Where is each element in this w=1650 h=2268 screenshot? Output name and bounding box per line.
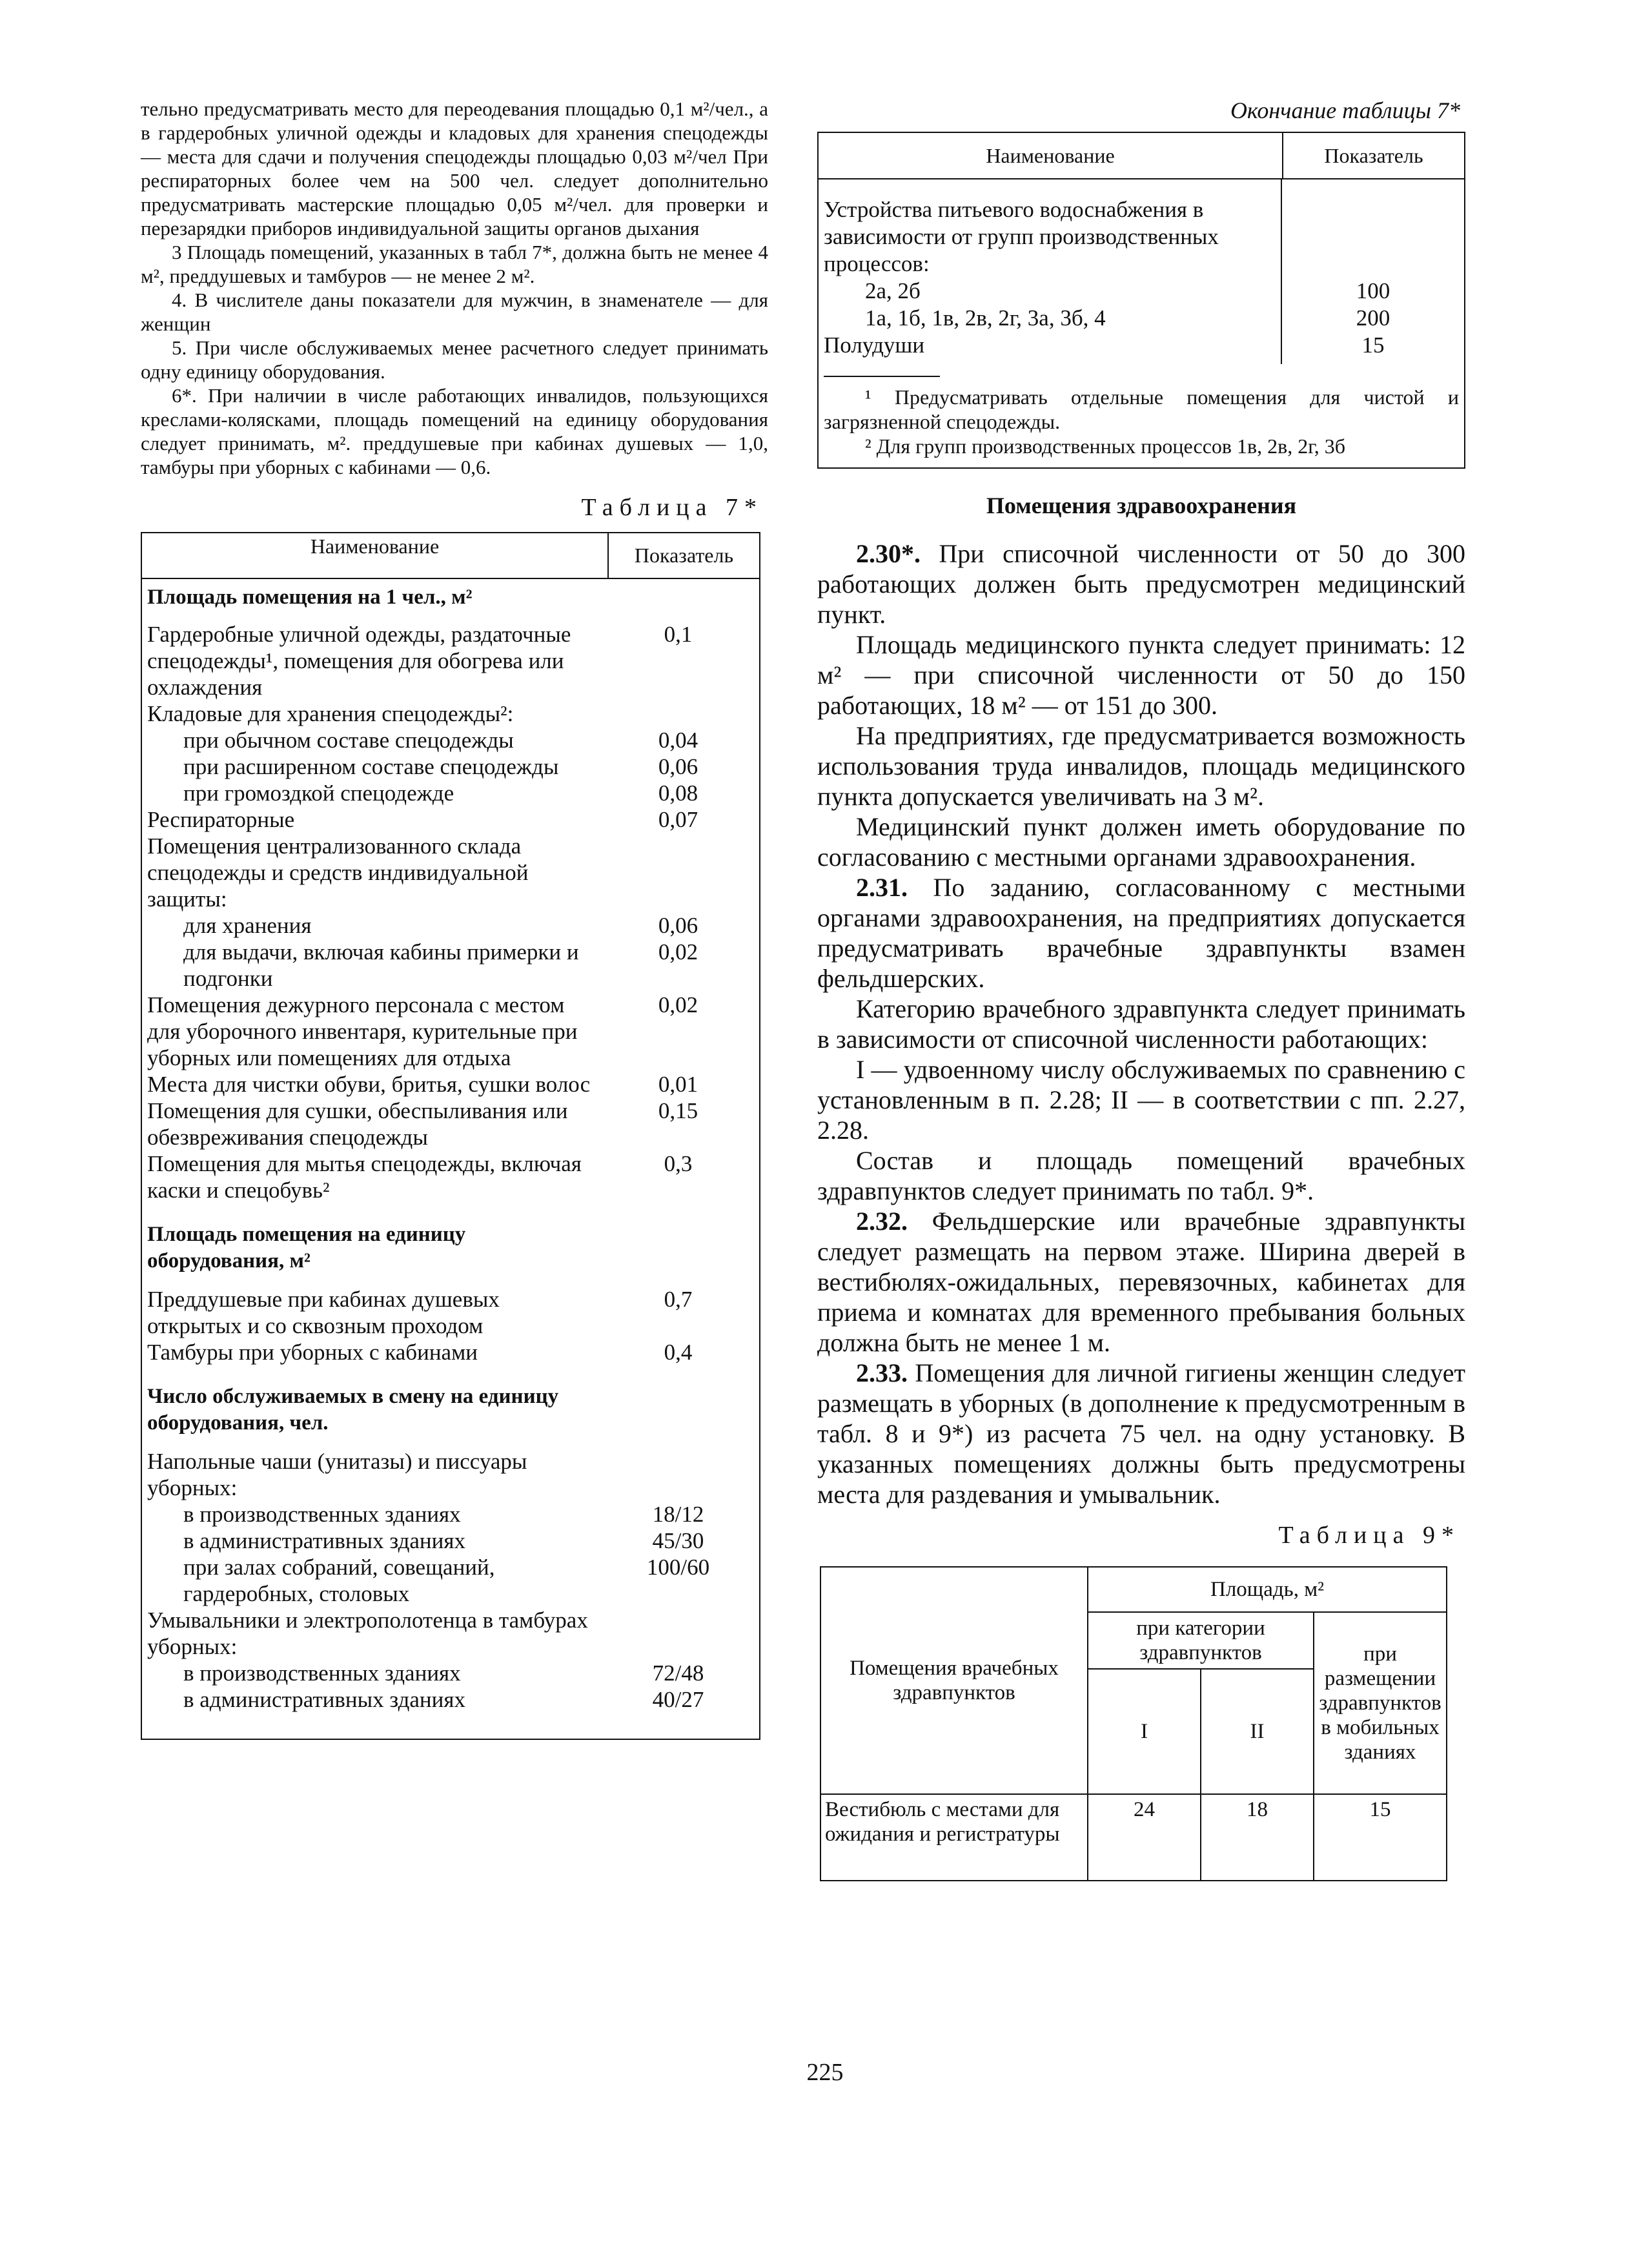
paragraph: Медицинский пункт должен иметь оборудование по согласованию с местными органами здравоохранения.: [817, 812, 1465, 872]
table-row-name: при залах собраний, совещаний, гардеробных, столовых: [183, 1555, 495, 1606]
table-row-value: 15: [1361, 332, 1385, 358]
header-area: Площадь, м²: [1088, 1567, 1447, 1612]
table-row-name: Помещения дежурного персонала с местом для уборочного инвентаря, курительные при уборных или помещениях для отдыха: [147, 992, 578, 1070]
clause-number: 2.33.: [856, 1358, 908, 1387]
table-row-name: для хранения: [183, 913, 312, 938]
table-row-value: 0,02: [658, 939, 698, 965]
table-body: [819, 179, 1464, 364]
table-row-value: 0,06: [658, 913, 698, 938]
table-row-name: Преддушевые при кабинах душевых открытых и со сквозным проходом: [147, 1287, 500, 1338]
table-row-name: при громоздкой спецодежде: [183, 781, 454, 806]
table-row-value: 0,06: [658, 754, 698, 779]
footnote-1: ¹ Предусматривать отдельные помещения для чистой и загрязненной спецодежды.: [824, 385, 1459, 433]
paragraph-2-30: 2.30*. При списочной численности от 50 до 300 работающих должен быть предусмотрен медицинский пункт.: [817, 539, 1465, 629]
header-category-II: II: [1201, 1669, 1314, 1794]
table-row-name: 2а, 2б: [865, 278, 921, 303]
left-column: [141, 97, 768, 1740]
table-row-value: 72/48: [652, 1660, 704, 1686]
note-6: 6*. При наличии в числе работающих инвалидов, пользующихся креслами-колясками, площадь помещений на единицу оборудования следует принимать, м². преддушевые при кабинах душевых — 1,0, тамбуры при уборных с кабинами — 0,6.: [141, 384, 768, 478]
note-4: 4. В числителе даны показатели для мужчин, в знаменателе — для женщин: [141, 289, 768, 335]
table-row-value: 0,02: [658, 992, 698, 1017]
table-row-name: Помещения централизованного склада спецодежды и средств индивидуальной защиты:: [147, 833, 529, 912]
table-footnotes: [819, 364, 1464, 467]
note-3: 3 Площадь помещений, указанных в табл 7*, должна быть не менее 4 м², преддушевых и тамбуров — не менее 2 м².: [141, 241, 768, 287]
table-row-name: при расширенном составе спецодежды: [183, 754, 559, 779]
table-header-row: [819, 133, 1464, 179]
table-row-value: 0,1: [664, 622, 693, 647]
table-row-value: 200: [1356, 305, 1390, 331]
table-row-value: 15: [1314, 1794, 1447, 1881]
table-row-name: Умывальники и электрополотенца в тамбурах уборных:: [147, 1608, 588, 1659]
table-row-name: Тамбуры при уборных с кабинами: [147, 1340, 478, 1365]
table-row-value: 18/12: [652, 1502, 704, 1527]
table-row-value: 18: [1201, 1794, 1314, 1881]
footnote-divider: [824, 376, 940, 377]
table-row-name: Кладовые для хранения спецодежды²:: [147, 701, 514, 726]
clause-number: 2.31.: [856, 873, 908, 902]
notes-block: [141, 97, 768, 479]
table-row-name: Помещения для мытья спецодежды, включая каски и спецобувь²: [147, 1151, 582, 1203]
table-row-value: 0,4: [664, 1340, 693, 1365]
table-7: [141, 532, 760, 1740]
paragraph: Состав и площадь помещений врачебных здравпунктов следует принимать по табл. 9*.: [817, 1146, 1465, 1205]
table-7-continuation: [817, 132, 1465, 469]
table-7-body: [141, 578, 760, 1739]
header-value: Показатель: [1324, 144, 1423, 167]
table-row-name: для выдачи, включая кабины примерки и подгонки: [183, 939, 579, 991]
clause-number: 2.32.: [856, 1207, 908, 1236]
table-row-value: 100: [1356, 278, 1390, 303]
note-5: 5. При числе обслуживаемых менее расчетного следует принимать одну единицу оборудования.: [141, 336, 768, 383]
table-row-name: в административных зданиях: [183, 1528, 465, 1553]
header-mobile: при размещении здравпунктов в мобильных зданиях: [1314, 1612, 1447, 1794]
table-row-value: 0,01: [658, 1072, 698, 1097]
table-row-name: в административных зданиях: [183, 1687, 465, 1712]
table-row-value: 0,07: [658, 807, 698, 832]
paragraph: На предприятиях, где предусматривается возможность использования труда инвалидов, площадь медицинского пункта допускается увеличивать на 3 м².: [817, 721, 1465, 811]
note-paragraph-cont: тельно предусматривать место для переодевания площадью 0,1 м²/чел., а в гардеробных уличной одежды и кладовых для хранения спецодежды — места для сдачи и получения спецодежды площадью 0,03 м²/чел При респираторных более чем на 500 чел. следует дополнительно предусматривать мастерские площадью 0,05 м²/чел. для проверки и перезарядки приборов индивидуальной защиты органов дыхания: [141, 97, 768, 240]
clause-number: 2.30*.: [856, 539, 921, 568]
header-rooms: Помещения врачебных здравпунктов: [820, 1567, 1088, 1794]
page-number: 225: [806, 2059, 844, 2086]
table-row-value: 40/27: [652, 1687, 704, 1712]
table-row-name: Вестибюль с местами для ожидания и регистратуры: [820, 1794, 1088, 1881]
table-row-name: Полудуши: [824, 332, 925, 358]
header-name: Наименование: [141, 533, 608, 578]
table-row-name: Помещения для сушки, обеспыливания или обезвреживания спецодежды: [147, 1098, 568, 1150]
table-continuation-caption: Окончание таблицы 7*: [1230, 97, 1460, 123]
table-row-value: 0,04: [658, 728, 698, 753]
table-row-name: в производственных зданиях: [183, 1660, 461, 1686]
paragraph-2-32: 2.32. Фельдшерские или врачебные здравпункты следует размещать на первом этаже. Ширина дверей в вестибюлях-ожидальных, перевязочных, кабинетах для приема и комнатах для временного пребывания больных должна быть не менее 1 м.: [817, 1207, 1465, 1357]
table-row-value: 0,7: [664, 1287, 693, 1312]
footnote-2: ² Для групп производственных процессов 1в, 2в, 2г, 3б: [865, 434, 1346, 458]
table-row-name: Устройства питьевого водоснабжения в зависимости от групп производственных процессов:: [824, 197, 1219, 276]
table-row-name: в производственных зданиях: [183, 1502, 461, 1527]
paragraph: Категорию врачебного здравпункта следует принимать в зависимости от списочной численности работающих:: [817, 994, 1465, 1054]
table-row-name: Респираторные: [147, 807, 295, 832]
header-category-I: I: [1088, 1669, 1201, 1794]
paragraph-2-33: 2.33. Помещения для личной гигиены женщин следует размещать в уборных (в дополнение к предусмотренным в табл. 8 и 9*) из расчета 75 чел. на одну установку. В указанных помещениях должны быть предусмотрены места для раздевания и умывальник.: [817, 1358, 1465, 1509]
body-text: [817, 538, 1465, 1509]
table-row-value: 0,08: [658, 781, 698, 806]
table-9: [820, 1566, 1447, 1881]
table-9-caption: Таблица 9*: [1278, 1522, 1460, 1549]
paragraph-2-31: 2.31. По заданию, согласованному с местными органами здравоохранения, на предприятиях допускается предусматривать врачебные здравпункты взамен фельдшерских.: [817, 873, 1465, 993]
table-row: [820, 1794, 1447, 1881]
table-row-value: 0,15: [658, 1098, 698, 1123]
right-column: [817, 97, 1465, 1881]
table-row-name: 1а, 1б, 1в, 2в, 2г, 3а, 3б, 4: [865, 305, 1106, 331]
table-row-value: 100/60: [646, 1555, 710, 1580]
table-7-caption: Таблица 7*: [581, 494, 763, 521]
table-row-value: 0,3: [664, 1151, 693, 1176]
paragraph: I — удвоенному числу обслуживаемых по сравнению с установленным в п. 2.28; II — в соответствии с пп. 2.27, 2.28.: [817, 1055, 1465, 1145]
table-row-value: 45/30: [652, 1528, 704, 1553]
section-heading: Площадь помещения на 1 чел., м²: [147, 586, 473, 609]
header-category: при категории здравпунктов: [1088, 1612, 1314, 1669]
section-heading: Число обслуживаемых в смену на единицу оборудования, чел.: [147, 1385, 559, 1435]
header-name: Наименование: [819, 133, 1283, 178]
header-value: Показатель: [608, 533, 760, 578]
table-row-name: Гардеробные уличной одежды, раздаточные спецодежды¹, помещения для обогрева или охлаждения: [147, 622, 571, 700]
table-row-value: 24: [1088, 1794, 1201, 1881]
table-row-name: Напольные чаши (унитазы) и писсуары уборных:: [147, 1449, 527, 1500]
table-row-name: при обычном составе спецодежды: [183, 728, 514, 753]
table-row-name: Места для чистки обуви, бритья, сушки волос: [147, 1072, 591, 1097]
table-header-row: [141, 533, 760, 578]
section-heading: Площадь помещения на единицу оборудования, м²: [147, 1223, 466, 1272]
section-heading: Помещения здравоохранения: [986, 493, 1297, 518]
paragraph: Площадь медицинского пункта следует принимать: 12 м² — при списочной численности от 50 до 150 работающих, 18 м² — от 151 до 300.: [817, 630, 1465, 720]
